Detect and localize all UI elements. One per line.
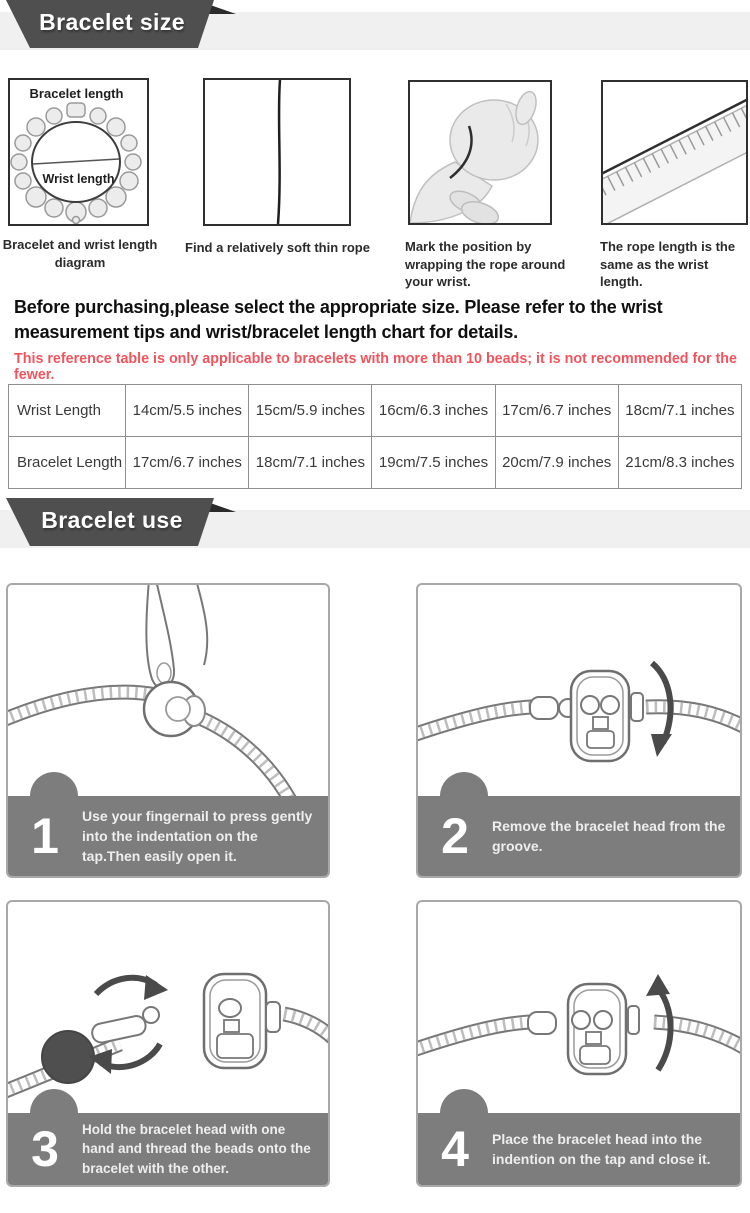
rope-box [203, 78, 351, 226]
step2-text: Remove the bracelet head from the groove. [492, 817, 726, 854]
step1-illustration [8, 585, 328, 796]
rope-illustration [205, 80, 349, 224]
use-step-panel-1 [6, 583, 330, 878]
bracelet-length-header: Bracelet Length [9, 437, 126, 489]
use-step-panel-4 [416, 900, 742, 1187]
section-title-use: Bracelet use [41, 507, 183, 533]
bracelet-length-label: Bracelet length [29, 86, 124, 101]
table-row-wrist [9, 385, 742, 437]
step4-caption-bar [418, 1113, 740, 1185]
wrist-length-header: Wrist Length [9, 385, 126, 437]
step1-text: Use your fingernail to press gently into the indentation on the tap.Then easily open it. [82, 807, 313, 865]
wrist-value: 18cm/7.1 inches [618, 385, 741, 437]
ruler-box [601, 80, 748, 225]
section-banner-use [0, 498, 240, 546]
use-step-panel-3 [6, 900, 330, 1187]
caption-step1: Bracelet and wrist length diagram [2, 237, 158, 270]
wrist-wrap-illustration [410, 82, 550, 223]
bracelet-diagram-box [8, 78, 149, 226]
reference-table-note: This reference table is only applicable to bracelets with more than 10 beads; it is not recommended for the fewer. [14, 351, 737, 383]
section-title-size: Bracelet size [39, 9, 185, 35]
ruler-illustration [603, 82, 746, 223]
caption-step2: Find a relatively soft thin rope [185, 240, 370, 255]
step2-number: 2 [441, 808, 469, 864]
step1-caption-bar [8, 796, 328, 876]
use-step-panel-2 [416, 583, 742, 878]
bracelet-value: 18cm/7.1 inches [249, 437, 372, 489]
wrist-length-label: Wrist length [42, 172, 115, 186]
bracelet-diagram-illustration [10, 80, 147, 224]
step4-illustration [418, 902, 740, 1113]
step3-text: Hold the bracelet head with one hand and thread the beads onto the bracelet with the other. [82, 1121, 311, 1176]
wrist-value: 16cm/6.3 inches [372, 385, 495, 437]
wrist-wrap-box [408, 80, 552, 225]
step3-number: 3 [31, 1121, 59, 1177]
caption-step4: The rope length is the same as the wrist length. [600, 239, 736, 290]
section-banner-size [0, 0, 240, 48]
wrist-value: 15cm/5.9 inches [249, 385, 372, 437]
bracelet-value: 17cm/6.7 inches [126, 437, 249, 489]
step3-illustration [8, 902, 328, 1113]
wrist-value: 14cm/5.5 inches [126, 385, 249, 437]
step4-number: 4 [441, 1121, 469, 1177]
wrist-value: 17cm/6.7 inches [495, 385, 618, 437]
bracelet-value: 20cm/7.9 inches [495, 437, 618, 489]
caption-step3: Mark the position by wrapping the rope around your wrist. [405, 239, 566, 290]
size-table [8, 384, 742, 489]
bracelet-value: 19cm/7.5 inches [372, 437, 495, 489]
purchase-note: Before purchasing,please select the appropriate size. Please refer to the wrist measurement tips and wrist/bracelet length chart for details. [14, 297, 663, 343]
bracelet-value: 21cm/8.3 inches [618, 437, 741, 489]
step1-number: 1 [31, 808, 59, 864]
step2-illustration [418, 585, 740, 796]
step3-caption-bar [8, 1113, 328, 1185]
table-row-bracelet [9, 437, 742, 489]
step4-text: Place the bracelet head into the indention on the tap and close it. [492, 1130, 711, 1167]
step2-caption-bar [418, 796, 740, 876]
